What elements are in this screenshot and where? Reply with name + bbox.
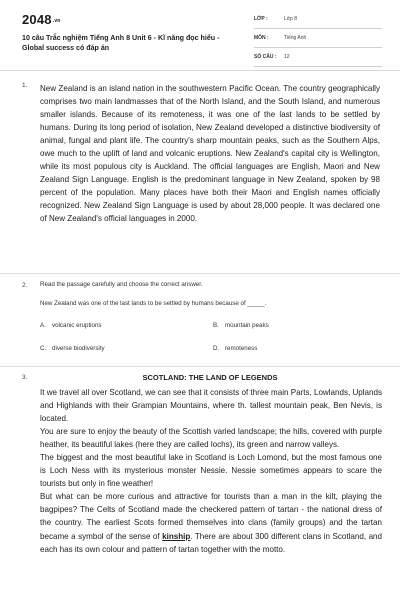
option-text: volcanic eruptions [52, 322, 102, 329]
paragraph-text: But what can be more curious and attractive for tourists than a man in the kilt, playing the bagpipes? The Celts of Scotland made the checkered pattern of tartan - the national dress of the country. The earliest Scots formed themselves into clans (family groups) and the tartan became a symbol of the sense of [40, 492, 382, 541]
option-letter: C. [40, 345, 47, 352]
meta-row-count [254, 51, 382, 67]
answer-option-a[interactable] [40, 322, 102, 329]
meta-key: MÔN : [254, 35, 269, 41]
question-divider [0, 366, 400, 367]
question-instruction: Read the passage carefully and choose the correct answer. [40, 281, 203, 288]
answer-option-c[interactable] [40, 345, 105, 352]
question-divider [0, 273, 400, 274]
reading-passage [40, 386, 382, 556]
header-divider [0, 70, 400, 71]
page-header [0, 0, 400, 70]
question-stem: New Zealand was one of the last lands to be settled by humans because of _____. [40, 300, 267, 307]
passage-paragraph: The biggest and the most beautiful lake in Scotland is Loch Lomond, but the most famous one is Loch Ness with its mysterious monster Nessie. Nessie sometimes appears to scare the tourists but only in fine weather! [40, 453, 382, 489]
meta-key: LỚP : [254, 16, 268, 22]
option-text: remoteness [225, 345, 258, 352]
option-text: diverse biodiversity [52, 345, 105, 352]
question-number: 1. [22, 82, 28, 89]
meta-value: Tiếng Anh [284, 35, 307, 41]
logo-suffix: .vn [52, 18, 61, 24]
option-letter: D. [213, 345, 220, 352]
question-number: 2. [22, 282, 28, 289]
page-title: 10 câu Trắc nghiệm Tiếng Anh 8 Unit 6 - Kĩ năng đọc hiểu - Global success có đáp án [22, 34, 220, 52]
option-text: mountain peaks [225, 322, 269, 329]
answer-option-b[interactable] [213, 322, 269, 329]
meta-row-subject [254, 32, 382, 48]
passage-paragraph [40, 490, 382, 555]
underlined-word: kinship [162, 531, 191, 541]
meta-value: Lớp 8 [284, 16, 298, 22]
answer-option-d[interactable] [213, 345, 257, 352]
logo-text: 2048 [22, 12, 52, 27]
meta-value: 12 [284, 54, 290, 60]
question-number: 3. [22, 374, 28, 381]
paragraph-text: . There are about 300 different clans in Scotland, and each has its own colour and pattern of tartan together with the motto. [40, 531, 382, 554]
reading-passage: New Zealand is an island nation in the southwestern Pacific Ocean. The country geographically comprises two main landmasses that of the North Island, and the South Island, and numerous smaller islands. Because of its remoteness, it was one of the last lands to be settled by humans. During its long period of isolation, New Zealand developed a distinctive biodiversity of animal, fungal and plant life. The country's sharp mountain peaks, such as the Southern Alps, owe much to the uplift of land and volcanic eruptions. New Zealand's capital city is Wellington, while its most populous city is Auckland. The official languages are English, Maori and New Zealand Sign Language. English is the predominant language in New Zealand, spoken by 98 percent of the population. Many places have both their Maori and English names officially recognized. New Zealand Sign Language is used by about 28,000 people. It was declared one of New Zealand's official languages in 2000. [40, 84, 380, 224]
passage-paragraph: It we travel all over Scotland, we can see that it consists of three main Parts, Lowlands, Uplands and Highlands with their Grampian Mountains, where th. tallest mountain peak, Ben Nevis, is located. [40, 388, 382, 424]
passage-title: SCOTLAND: THE LAND OF LEGENDS [142, 373, 278, 382]
meta-info [254, 13, 382, 70]
passage-paragraph: You are sure to enjoy the beauty of the Scottish varied landscape; the hills, covered with purple heather, its beautiful lakes (here they are called lochs), its green and narrow valleys. [40, 427, 382, 450]
question-2 [22, 281, 384, 365]
option-letter: A. [40, 322, 46, 329]
site-logo[interactable] [22, 12, 61, 27]
meta-key: SỐ CÂU : [254, 54, 277, 60]
meta-row-class [254, 13, 382, 29]
option-letter: B. [213, 322, 219, 329]
